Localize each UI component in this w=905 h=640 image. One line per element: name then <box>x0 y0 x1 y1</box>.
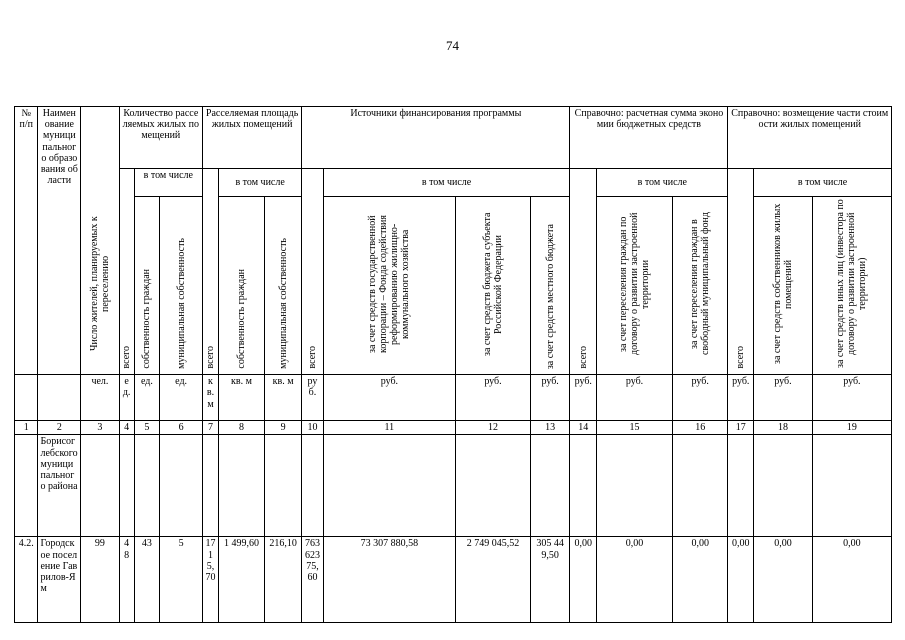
econ-total: всего <box>570 169 597 375</box>
column-number: 6 <box>160 421 203 435</box>
unit-sqm: кв. м <box>202 375 218 421</box>
row-residents: 99 <box>81 537 119 623</box>
district-cell <box>15 435 38 537</box>
comp-owners: за счет средств собственников жилых помещений <box>754 197 813 375</box>
column-number: 4 <box>119 421 134 435</box>
column-number: 5 <box>134 421 160 435</box>
fin-regional: за счет средств бюджета субъекта Российской Федерации <box>456 197 531 375</box>
unit-rub: руб. <box>570 375 597 421</box>
row-area-total: 1715,70 <box>202 537 218 623</box>
row-fin-fund: 73 307 880,58 <box>323 537 455 623</box>
econ-free: за счет переселения граждан в свободный муниципальный фонд <box>672 197 728 375</box>
column-number: 11 <box>323 421 455 435</box>
area-municipal: муниципальная собственность <box>264 197 301 375</box>
comp-total: всего <box>728 169 754 375</box>
unit-people: чел. <box>81 375 119 421</box>
header-residents: Число жителей, планируемых к переселению <box>81 107 119 375</box>
row-fin-regional: 2 749 045,52 <box>456 537 531 623</box>
row-comp-others: 0,00 <box>812 537 891 623</box>
qty-municipal: муниципальная собственность <box>160 197 203 375</box>
column-number: 18 <box>754 421 813 435</box>
page-number: 74 <box>446 38 459 53</box>
column-number: 16 <box>672 421 728 435</box>
column-number: 8 <box>218 421 264 435</box>
row-econ-total: 0,00 <box>570 537 597 623</box>
row-econ-dev: 0,00 <box>597 537 673 623</box>
unit-rub: руб. <box>597 375 673 421</box>
unit-sqm: кв. м <box>264 375 301 421</box>
header-economy: Справочно: расчетная сумма экономии бюджетных средств <box>570 107 728 169</box>
qty-in-that-number: в том числе <box>134 169 202 197</box>
qty-own: собственность граждан <box>134 197 160 375</box>
program-table <box>14 106 892 623</box>
table-row <box>15 537 892 623</box>
header-num: № п/п <box>15 107 38 375</box>
column-number: 1 <box>15 421 38 435</box>
column-number: 12 <box>456 421 531 435</box>
column-number: 3 <box>81 421 119 435</box>
column-number: 19 <box>812 421 891 435</box>
column-number: 15 <box>597 421 673 435</box>
unit-ed: ед. <box>119 375 134 421</box>
row-comp-owners: 0,00 <box>754 537 813 623</box>
unit-rub: руб. <box>456 375 531 421</box>
header-financing: Источники финансирования программы <box>302 107 570 169</box>
row-num: 4.2. <box>15 537 38 623</box>
unit-rub: руб. <box>754 375 813 421</box>
econ-dev: за счет переселения граждан по договору о развитии застроенной территории <box>597 197 673 375</box>
area-in-that-number: в том числе <box>218 169 301 197</box>
row-qty-mun: 5 <box>160 537 203 623</box>
unit-cell <box>38 375 81 421</box>
unit-rub: руб. <box>530 375 570 421</box>
unit-rub: руб. <box>323 375 455 421</box>
row-name: Городское поселение Гаврилов-Ям <box>38 537 81 623</box>
comp-others: за счет средств иных лиц (инвестора по договору о развитии застроенной территории) <box>812 197 891 375</box>
unit-rub: руб. <box>672 375 728 421</box>
header-municipality: Наименование муниципального образования области <box>38 107 81 375</box>
unit-sqm: кв. м <box>218 375 264 421</box>
header-qty: Количество расселяемых жилых помещений <box>119 107 202 169</box>
column-number: 13 <box>530 421 570 435</box>
comp-in-that-number: в том числе <box>754 169 892 197</box>
row-econ-free: 0,00 <box>672 537 728 623</box>
column-number: 7 <box>202 421 218 435</box>
column-number: 14 <box>570 421 597 435</box>
column-number: 10 <box>302 421 323 435</box>
unit-rub: руб. <box>302 375 323 421</box>
header-area: Расселяемая площадь жилых помещений <box>202 107 301 169</box>
row-area-own: 1 499,60 <box>218 537 264 623</box>
unit-ed: ед. <box>160 375 203 421</box>
qty-total: всего <box>119 169 134 375</box>
row-fin-total: 76362375,60 <box>302 537 323 623</box>
column-number: 17 <box>728 421 754 435</box>
area-total: всего <box>202 169 218 375</box>
fin-fund: за счет средств государственной корпорации – Фонда содействия реформированию жилищно-коммунального хозяйства <box>323 197 455 375</box>
unit-rub: руб. <box>812 375 891 421</box>
fin-total: всего <box>302 169 323 375</box>
row-qty-total: 48 <box>119 537 134 623</box>
fin-in-that-number: в том числе <box>323 169 570 197</box>
column-number: 9 <box>264 421 301 435</box>
fin-local: за счет средств местного бюджета <box>530 197 570 375</box>
row-fin-local: 305 449,50 <box>530 537 570 623</box>
header-compensation: Справочно: возмещение части стоимости жилых помещений <box>728 107 892 169</box>
row-qty-own: 43 <box>134 537 160 623</box>
row-comp-total: 0,00 <box>728 537 754 623</box>
district-title: Борисоглебского муниципального района <box>38 435 81 537</box>
unit-ed: ед. <box>134 375 160 421</box>
econ-in-that-number: в том числе <box>597 169 728 197</box>
area-own: собственность граждан <box>218 197 264 375</box>
unit-cell <box>15 375 38 421</box>
row-area-mun: 216,10 <box>264 537 301 623</box>
column-number: 2 <box>38 421 81 435</box>
unit-rub: руб. <box>728 375 754 421</box>
